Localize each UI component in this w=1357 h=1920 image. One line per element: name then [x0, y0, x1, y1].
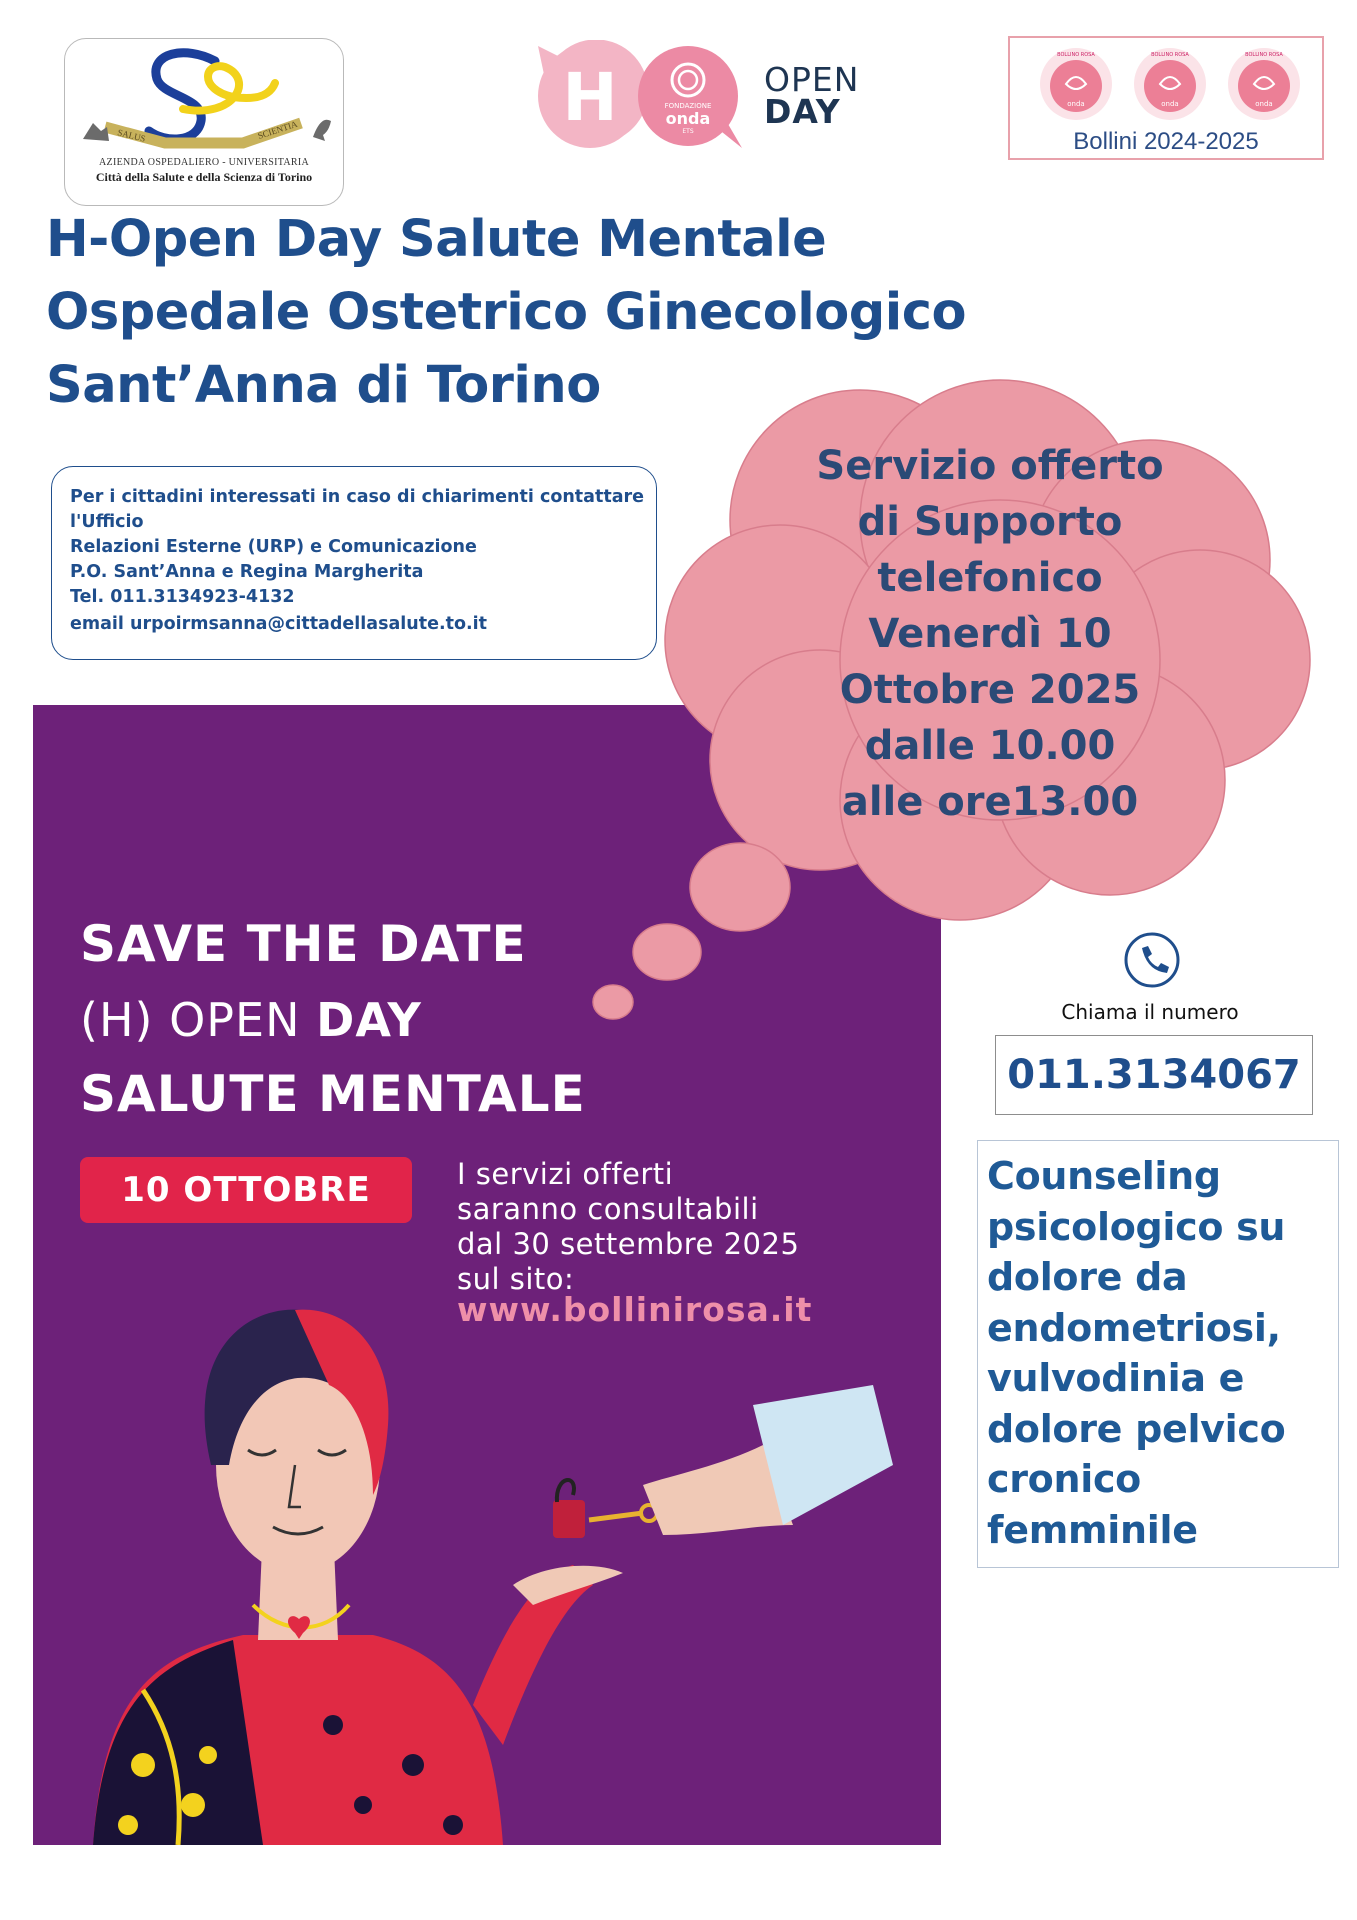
bollini-caption: Bollini 2024-2025 [1073, 128, 1259, 155]
cloud-text [770, 438, 1210, 830]
phone-label: Chiama il numero [1061, 1000, 1239, 1024]
openday-word-day: DAY [764, 92, 841, 131]
svg-text:ETS: ETS [682, 128, 694, 135]
date-badge: 10 OTTOBRE [80, 1157, 412, 1223]
services-line: sul sito: [457, 1262, 575, 1296]
contact-line: l'Ufficio [70, 512, 144, 532]
counseling-line: dolore pelvico [987, 1406, 1286, 1451]
counseling-line: dolore da [987, 1255, 1188, 1299]
svg-text:BOLLINO ROSA: BOLLINO ROSA [1245, 52, 1283, 58]
cloud-line: alle ore13.00 [841, 779, 1139, 825]
cloud-line: Venerdì 10 [868, 611, 1112, 657]
svg-text:onda: onda [1161, 100, 1179, 108]
hospital-name-line2: Città della Salute e della Scienza di Torino [95, 170, 313, 184]
page-title-line3: Sant’Anna di Torino [46, 356, 601, 415]
cloud-line: telefonico [877, 555, 1103, 601]
cloud-line: dalle 10.00 [864, 723, 1116, 769]
counseling-line: Counseling [987, 1154, 1221, 1198]
openday-word-open: OPEN [764, 60, 860, 99]
svg-text:BOLLINO ROSA: BOLLINO ROSA [1151, 52, 1189, 58]
svg-text:onda: onda [665, 109, 711, 128]
contact-phone[interactable]: Tel. 011.3134923-4132 [70, 587, 295, 607]
bollinirosa-link[interactable]: www.bollinirosa.it [457, 1290, 813, 1329]
save-the-date-heading: SAVE THE DATE [80, 915, 527, 973]
salute-mentale-heading: SALUTE MENTALE [80, 1065, 586, 1123]
services-line: dal 30 settembre 2025 [457, 1227, 800, 1261]
svg-text:onda: onda [1255, 100, 1273, 108]
phone-icon [1122, 930, 1182, 990]
svg-text:SALUS: SALUS [116, 127, 147, 144]
counseling-box [977, 1140, 1339, 1568]
services-line: I servizi offerti [457, 1157, 674, 1191]
counseling-line: cronico [987, 1457, 1141, 1501]
cloud-line: Servizio offerto [816, 443, 1164, 489]
open-day-heading: (H) OPEN DAY [80, 993, 422, 1047]
svg-text:SCIENTIA: SCIENTIA [256, 118, 299, 141]
page-title-line1: H-Open Day Salute Mentale [46, 210, 827, 269]
phone-number[interactable]: 011.3134067 [995, 1035, 1313, 1115]
services-line: saranno consultabili [457, 1192, 759, 1226]
contact-email[interactable]: email urpoirmsanna@cittadellasalute.to.it [70, 614, 488, 634]
counseling-line: psicologico su [987, 1204, 1286, 1249]
cloud-line: di Supporto [857, 499, 1123, 545]
svg-text:BOLLINO ROSA: BOLLINO ROSA [1057, 52, 1095, 58]
cloud-line: Ottobre 2025 [839, 667, 1141, 713]
svg-text:H: H [562, 59, 618, 136]
counseling-line: femminile [987, 1507, 1198, 1552]
svg-text:onda: onda [1067, 100, 1085, 108]
contact-line: Relazioni Esterne (URP) e Comunicazione [70, 537, 477, 557]
svg-text:FONDAZIONE: FONDAZIONE [664, 102, 712, 110]
contact-line: Per i cittadini interessati in caso di chiarimenti contattare [70, 487, 645, 507]
counseling-line: endometriosi, [987, 1305, 1281, 1350]
page-title-line2: Ospedale Ostetrico Ginecologico [46, 283, 967, 342]
contact-line: P.O. Sant’Anna e Regina Margherita [70, 562, 424, 582]
counseling-line: vulvodinia e [987, 1356, 1245, 1400]
hospital-name-line1: AZIENDA OSPEDALIERO - UNIVERSITARIA [99, 157, 309, 168]
